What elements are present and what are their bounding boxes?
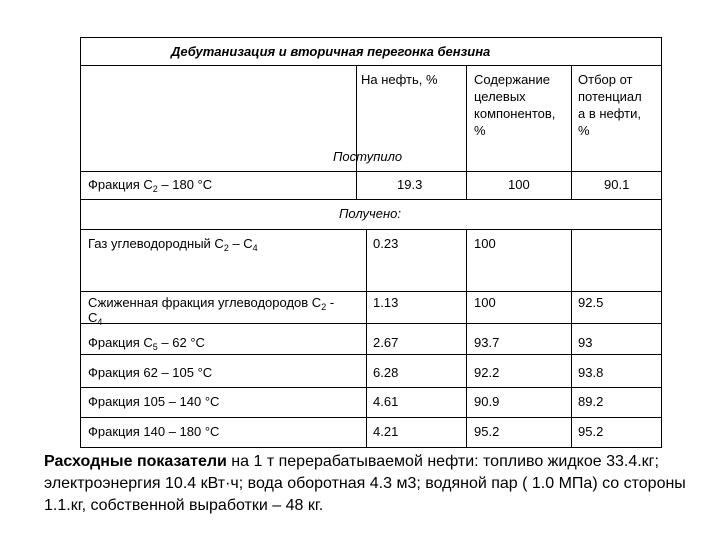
header-content-line: целевых xyxy=(474,89,526,104)
obtained-label: Получено: xyxy=(339,206,402,221)
header-yield-line: Отбор от xyxy=(578,72,633,87)
row-name: Фракция 62 – 105 °С xyxy=(88,365,213,380)
row-name: Газ углеводородный $С_2 - С_4$ xyxy=(88,236,258,253)
row-value-yield: 89.2 xyxy=(578,394,604,409)
row-value-content: 95.2 xyxy=(474,424,500,439)
header-content-line: компонентов, xyxy=(474,106,556,121)
obtained-divider xyxy=(81,229,661,230)
input-value-yield: 90.1 xyxy=(604,177,630,192)
process-table xyxy=(80,37,662,448)
input-divider xyxy=(81,171,661,172)
table-title: Дебутанизация и вторичная перегонка бензина xyxy=(171,44,491,59)
col-divider xyxy=(571,229,572,448)
col-divider xyxy=(366,229,367,448)
row-divider xyxy=(81,354,661,355)
col-divider xyxy=(356,171,357,199)
row-divider xyxy=(81,291,661,292)
col-divider xyxy=(466,171,467,199)
row-value-content: 100 xyxy=(474,295,496,310)
col-divider xyxy=(571,171,572,199)
header-yield-line: а в нефти, xyxy=(578,106,642,121)
row-value-yield: 93.8 xyxy=(578,365,604,380)
col-divider xyxy=(571,65,572,171)
note-bold-lead: Расходные показатели xyxy=(44,453,227,470)
row-divider xyxy=(81,387,661,388)
row-value-on-oil: 0.23 xyxy=(373,236,399,251)
header-yield-line: потенциал xyxy=(578,89,642,104)
row-value-content: 100 xyxy=(474,236,496,251)
input-value-on-oil: 19.3 xyxy=(397,177,423,192)
col-divider xyxy=(466,65,467,171)
row-value-content: 92.2 xyxy=(474,365,500,380)
row-name-continued: $С_4$ xyxy=(88,310,103,327)
row-divider xyxy=(81,417,661,418)
row-value-on-oil: 4.21 xyxy=(373,424,399,439)
header-yield-line: % xyxy=(578,123,590,138)
title-divider xyxy=(81,65,661,66)
row-value-on-oil: 4.61 xyxy=(373,394,399,409)
input-row-divider xyxy=(81,199,661,200)
header-on-oil: На нефть, % xyxy=(361,72,438,87)
row-name: Сжиженная фракция углеводородов $С_2$ - xyxy=(88,295,335,312)
note-text: на 1 т перерабатываемой нефти: топливо жидкое 33.4.кг; электроэнергия 10.4 кВт·ч; вода оборотная 4.3 м3; водяной пар ( 1.0 МПа) со стороны 1.1.кг, собственной выработки – 48 кг. xyxy=(44,453,686,514)
received-label: Поступило xyxy=(333,149,403,164)
input-row-name: Фракция $С_2 - 180$ °С xyxy=(88,177,213,194)
row-value-yield: 95.2 xyxy=(578,424,604,439)
row-value-yield: 92.5 xyxy=(578,295,604,310)
row-value-content: 90.9 xyxy=(474,394,500,409)
row-value-content: 93.7 xyxy=(474,335,500,350)
row-divider xyxy=(81,323,661,324)
consumption-note xyxy=(44,451,704,517)
row-name: Фракция 105 – 140 °С xyxy=(88,394,220,409)
input-value-content: 100 xyxy=(508,177,530,192)
row-name: Фракция 140 – 180 °С xyxy=(88,424,220,439)
header-content-line: Содержание xyxy=(474,72,550,87)
row-value-yield: 93 xyxy=(578,335,593,350)
row-value-on-oil: 1.13 xyxy=(373,295,399,310)
row-value-on-oil: 6.28 xyxy=(373,365,399,380)
col-divider xyxy=(466,229,467,448)
header-content-line: % xyxy=(474,123,486,138)
row-name: Фракция $С_5 - 62$ °С xyxy=(88,335,205,352)
row-value-on-oil: 2.67 xyxy=(373,335,399,350)
